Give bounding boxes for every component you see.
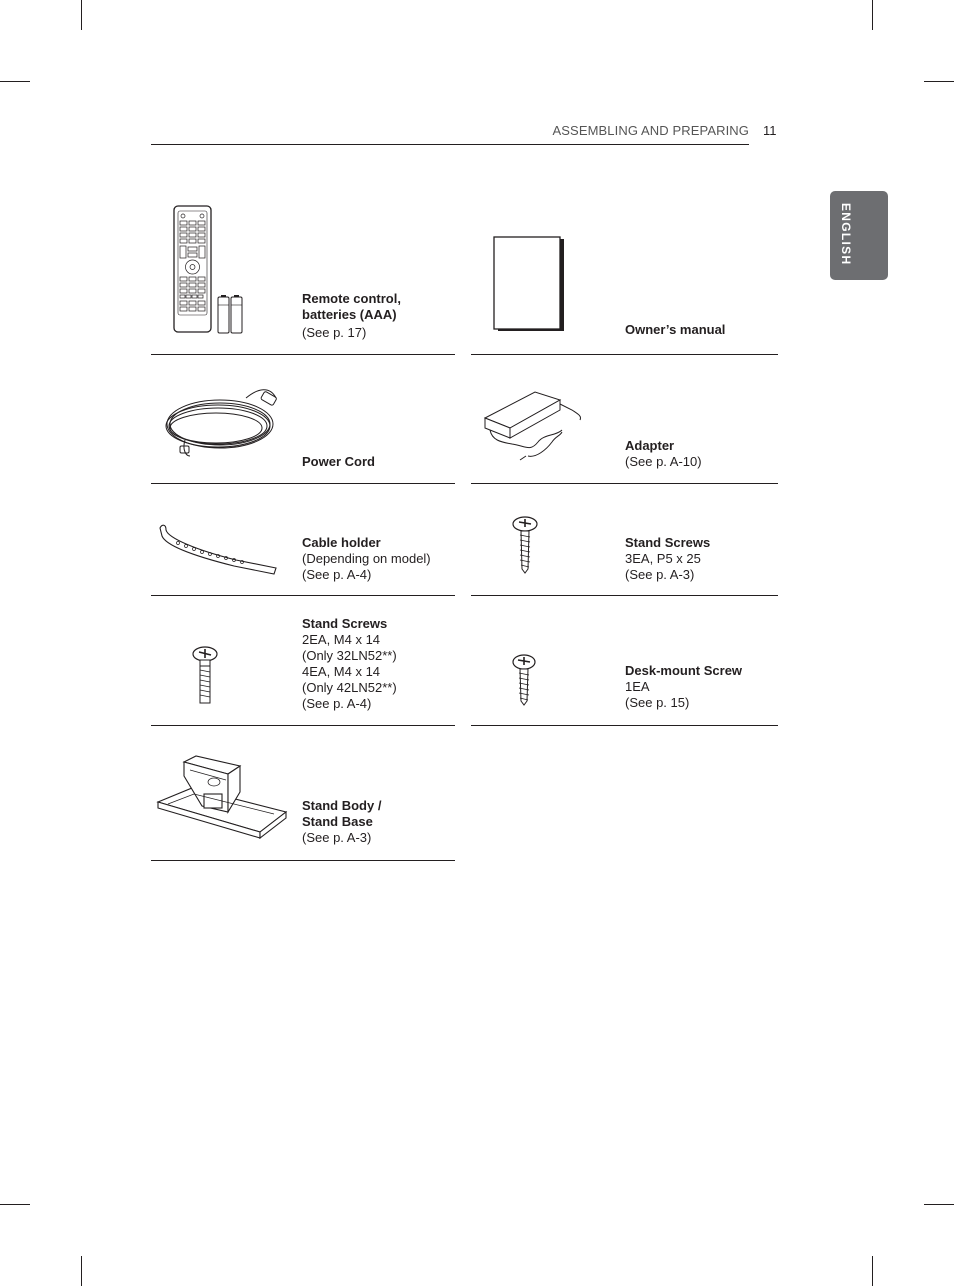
header-divider (151, 144, 749, 145)
item-detail: (See p. 17) (302, 325, 367, 340)
stand-body-base-icon (156, 752, 288, 842)
item-name: Owner’s manual (625, 322, 726, 337)
crop-mark (872, 1256, 873, 1286)
item-detail: (See p. A-4) (302, 567, 372, 582)
item-detail: (See p. A-4) (302, 696, 372, 711)
item-stand-screws-m4 (302, 616, 397, 712)
row-divider (471, 725, 778, 726)
item-name: Stand Body / Stand Base (302, 798, 382, 829)
row-divider (471, 483, 778, 484)
item-detail: (Only 42LN52**) (302, 680, 397, 695)
row-divider (471, 354, 778, 355)
row-divider (151, 354, 455, 355)
section-title: ASSEMBLING AND PREPARING (552, 123, 749, 138)
crop-mark (0, 1204, 30, 1205)
crop-mark (924, 81, 954, 82)
item-detail: (See p. 15) (625, 695, 690, 710)
crop-mark (924, 1204, 954, 1205)
item-power-cord (302, 454, 375, 470)
screw-icon (510, 515, 540, 575)
row-divider (151, 595, 455, 596)
item-name: Remote control, batteries (AAA) (302, 291, 401, 322)
row-divider (151, 483, 455, 484)
item-cable-holder (302, 535, 431, 583)
item-name: Stand Screws (302, 616, 388, 631)
power-cord-icon (160, 384, 290, 462)
item-adapter (625, 438, 702, 470)
item-detail: 3EA, P5 x 25 (625, 551, 701, 566)
item-detail: 2EA, M4 x 14 (302, 632, 381, 647)
row-divider (151, 725, 455, 726)
item-remote-control (302, 291, 401, 341)
item-detail: (Depending on model) (302, 551, 431, 566)
item-detail: (See p. A-10) (625, 454, 702, 469)
remote-control-icon (172, 205, 247, 335)
item-detail: 4EA, M4 x 14 (302, 664, 381, 679)
crop-mark (872, 0, 873, 30)
item-stand-screws-p5 (625, 535, 710, 583)
item-name: Desk-mount Screw (625, 663, 743, 678)
item-desk-mount-screw (625, 663, 742, 711)
crop-mark (81, 0, 82, 30)
row-divider (151, 860, 455, 861)
screw-icon (510, 653, 540, 709)
crop-mark (0, 81, 30, 82)
item-name: Adapter (625, 438, 675, 453)
item-stand-body-base (302, 798, 381, 846)
item-owners-manual (625, 322, 725, 338)
language-tab (830, 191, 888, 280)
item-detail: 1EA (625, 679, 650, 694)
language-tab-label: ENGLISH (839, 203, 853, 266)
item-detail: (Only 32LN52**) (302, 648, 397, 663)
item-name: Stand Screws (625, 535, 711, 550)
item-detail: (See p. A-3) (625, 567, 695, 582)
crop-mark (81, 1256, 82, 1286)
item-name: Cable holder (302, 535, 381, 550)
cable-holder-icon (156, 520, 281, 576)
page-number: 11 (763, 123, 777, 138)
row-divider (471, 595, 778, 596)
item-detail: (See p. A-3) (302, 830, 372, 845)
owners-manual-icon (492, 236, 567, 334)
item-name: Power Cord (302, 454, 375, 469)
screw-icon (190, 645, 220, 707)
adapter-icon (480, 380, 590, 466)
